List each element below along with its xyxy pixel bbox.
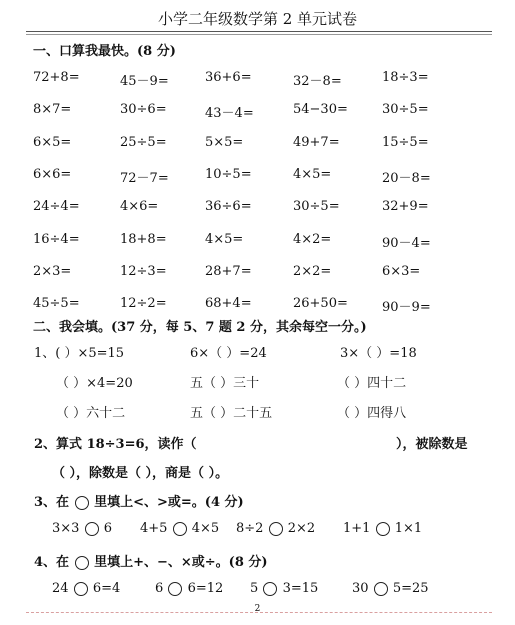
q4-item-4 xyxy=(352,581,429,596)
calc-item: 90－9= xyxy=(382,300,431,316)
calc-item: 10÷5= xyxy=(205,166,252,182)
calc-item: 72+8= xyxy=(33,70,80,85)
q4-item-2-left: 6 xyxy=(155,581,164,596)
q1-row2-item-1: （ ）×4=20 xyxy=(56,376,133,391)
q3-item-3 xyxy=(236,521,315,536)
calc-item: 16÷4= xyxy=(33,231,80,247)
q4-suffix: 里填上+、−、×或÷。(8 分) xyxy=(94,555,268,570)
q3-item-1 xyxy=(52,521,112,536)
calc-item: 90－4= xyxy=(382,235,431,251)
section-1-heading: 一、口算我最快。(8 分) xyxy=(33,44,176,59)
calc-item: 18÷3= xyxy=(382,70,429,85)
calc-item: 72－7= xyxy=(120,170,169,186)
footer-divider xyxy=(26,612,492,613)
calc-item: 6×5= xyxy=(33,134,72,150)
q4-item-3-left: 5 xyxy=(250,581,259,596)
calc-item: 36+6= xyxy=(205,70,252,85)
calc-item: 49+7= xyxy=(293,134,340,150)
calc-item: 4×5= xyxy=(293,166,332,182)
title-rule-2 xyxy=(26,34,492,35)
calc-item: 43－4= xyxy=(205,106,254,122)
q4-item-3-right: 3=15 xyxy=(282,581,319,596)
q1-row1-item-2: 6×（ ）=24 xyxy=(190,346,267,361)
compare-circle-input[interactable] xyxy=(173,522,187,536)
calc-item: 6×6= xyxy=(33,166,72,182)
calc-item: 4×5= xyxy=(205,231,244,247)
q1-row2-item-3: （ ）四十二 xyxy=(337,376,407,391)
q1-row1-item-3: 3×（ ）=18 xyxy=(340,346,417,361)
q3-item-1-left: 3×3 xyxy=(52,521,80,536)
q3-prefix: 3、在 xyxy=(34,495,70,510)
calc-item: 12÷3= xyxy=(120,263,167,279)
calc-item: 4×6= xyxy=(120,199,159,215)
calc-item: 28+7= xyxy=(205,263,252,279)
q4-item-1-right: 6=4 xyxy=(92,581,121,596)
calc-item: 5×5= xyxy=(205,134,244,150)
circle-icon xyxy=(75,556,89,570)
calc-item: 32－8= xyxy=(293,74,342,89)
q3-item-4-left: 1+1 xyxy=(343,521,371,536)
q3-item-3-left: 8÷2 xyxy=(236,521,264,536)
q4-heading xyxy=(34,551,268,570)
q4-item-2 xyxy=(155,581,223,596)
q1-row3-item-3: （ ）四得八 xyxy=(337,406,407,421)
calc-item: 6×3= xyxy=(382,263,421,279)
calc-item: 30÷5= xyxy=(293,199,340,215)
calc-item: 32+9= xyxy=(382,199,429,215)
operator-circle-input[interactable] xyxy=(74,582,88,596)
calc-item: 36÷6= xyxy=(205,199,252,215)
calc-item: 68+4= xyxy=(205,296,252,312)
q4-prefix: 4、在 xyxy=(34,555,70,570)
calc-item: 26+50= xyxy=(293,296,348,312)
calc-item: 15÷5= xyxy=(382,134,429,150)
q2-line1-right: ），被除数是 xyxy=(396,437,468,452)
compare-circle-input[interactable] xyxy=(376,522,390,536)
q3-item-2-left: 4+5 xyxy=(140,521,168,536)
calc-item: 8×7= xyxy=(33,102,72,118)
q4-item-3 xyxy=(250,581,318,596)
page-number: 2 xyxy=(254,604,261,614)
q1-row3-item-2: 五（ ）二十五 xyxy=(190,406,273,421)
q4-item-1-left: 24 xyxy=(52,581,69,596)
calc-item: 18+8= xyxy=(120,231,167,247)
calc-item: 20－8= xyxy=(382,170,431,186)
q3-item-1-right: 6 xyxy=(103,521,112,536)
calc-item: 30÷5= xyxy=(382,102,429,118)
q1-row3-item-1: （ ）六十二 xyxy=(56,406,126,421)
page-title: 小学二年级数学第 2 单元试卷 xyxy=(157,10,358,28)
operator-circle-input[interactable] xyxy=(168,582,182,596)
compare-circle-input[interactable] xyxy=(85,522,99,536)
compare-circle-input[interactable] xyxy=(269,522,283,536)
q2-line2: （ ），除数是（ ），商是（ ）。 xyxy=(52,466,229,481)
operator-circle-input[interactable] xyxy=(374,582,388,596)
q4-item-2-right: 6=12 xyxy=(187,581,224,596)
calc-item: 2×3= xyxy=(33,263,72,279)
q1-row1-item-1: 1、( ）×5=15 xyxy=(34,346,125,361)
calc-item: 45÷5= xyxy=(33,296,80,312)
q3-item-3-right: 2×2 xyxy=(287,521,316,536)
calc-item: 2×2= xyxy=(293,263,332,279)
calc-item: 30÷6= xyxy=(120,102,167,118)
circle-icon xyxy=(75,496,89,510)
operator-circle-input[interactable] xyxy=(263,582,277,596)
q3-heading xyxy=(34,491,244,510)
q4-item-4-right: 5=25 xyxy=(392,581,429,596)
q4-item-4-left: 30 xyxy=(352,581,369,596)
calc-item: 24÷4= xyxy=(33,199,80,215)
calc-item: 12÷2= xyxy=(120,296,167,312)
q3-item-2-right: 4×5 xyxy=(191,521,220,536)
q3-item-4 xyxy=(343,521,422,536)
calc-item: 4×2= xyxy=(293,231,332,247)
section-2-heading: 二、我会填。(37 分，每 5、7 题 2 分，其余每空一分。) xyxy=(33,320,367,335)
q2-line1-left: 2、算式 18÷3=6，读作（ xyxy=(34,437,197,452)
calc-item: 45－9= xyxy=(120,74,169,89)
q3-item-4-right: 1×1 xyxy=(394,521,423,536)
title-rule xyxy=(26,31,492,32)
q4-item-1 xyxy=(52,581,120,596)
q3-item-2 xyxy=(140,521,219,536)
calc-item: 25÷5= xyxy=(120,134,167,150)
q1-row2-item-2: 五（ ）三十 xyxy=(190,376,260,391)
calc-item: 54−30= xyxy=(293,102,348,118)
q3-suffix: 里填上<、>或=。(4 分) xyxy=(94,495,244,510)
